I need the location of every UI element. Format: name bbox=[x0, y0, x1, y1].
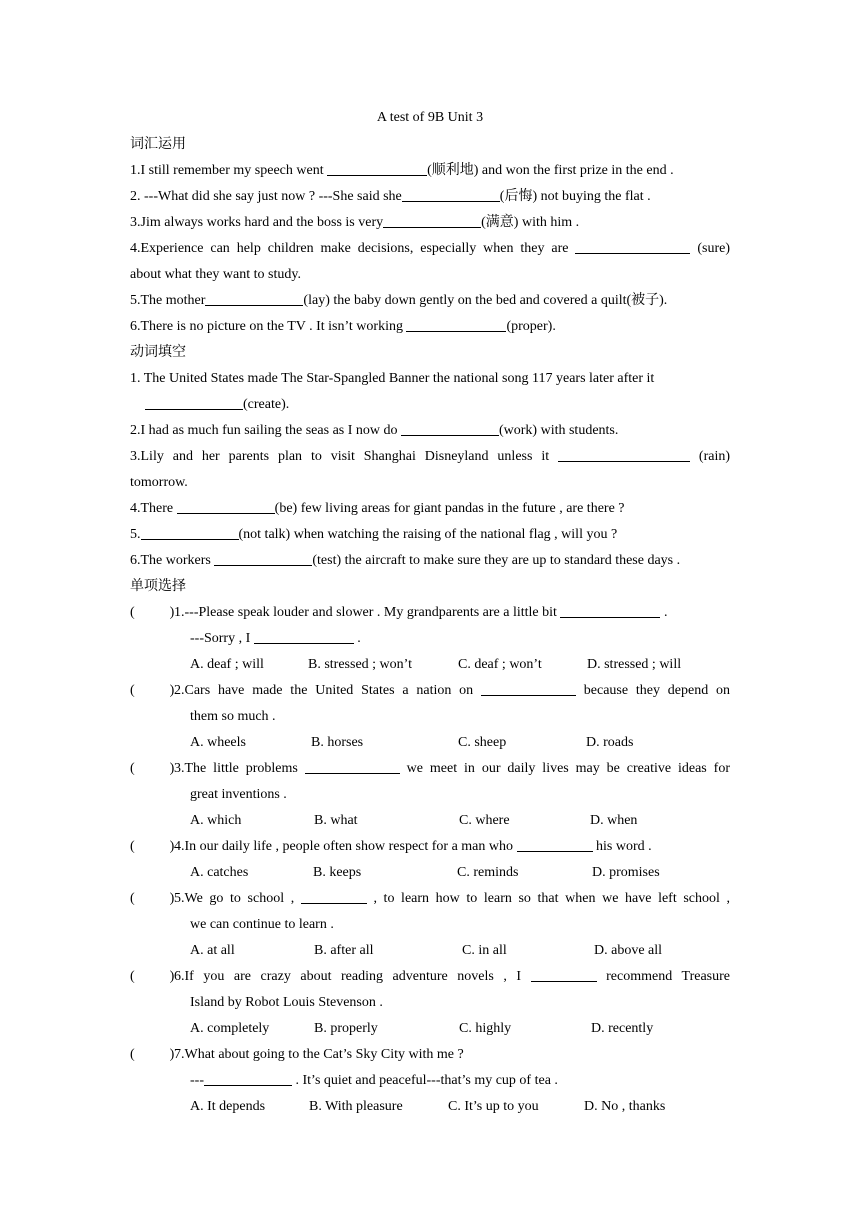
option-c[interactable]: C. in all bbox=[462, 943, 507, 958]
verb-q1-cont: (create). bbox=[130, 392, 730, 418]
choice-q1-options bbox=[130, 652, 730, 678]
choice-q4: ( ) 4.In our daily life , people often show respect for a man who his word . bbox=[130, 834, 730, 860]
choice-q1-cont: ---Sorry , I . bbox=[130, 626, 730, 652]
option-c[interactable]: C. highly bbox=[459, 1021, 512, 1036]
vocab-q4: 4.Experience can help children make decisions, especially when they are (sure) bbox=[130, 236, 730, 262]
vocab-q6: 6.There is no picture on the TV . It isn’t working (proper). bbox=[130, 314, 730, 340]
choice-q2-options bbox=[130, 730, 730, 756]
answer-blank bbox=[254, 628, 354, 644]
choice-q2: ( ) 2.Cars have made the United States a nation on because they depend on bbox=[130, 678, 730, 704]
section-heading-verb: 动词填空 bbox=[130, 345, 186, 360]
verb-q1: 1. The United States made The Star-Spangled Banner the national song 117 years later after it bbox=[130, 371, 655, 386]
option-d[interactable]: D. recently bbox=[591, 1021, 654, 1036]
option-b[interactable]: B. after all bbox=[314, 943, 374, 958]
option-d[interactable]: D. promises bbox=[592, 865, 660, 880]
answer-blank[interactable] bbox=[406, 316, 506, 332]
verb-q3-cont: tomorrow. bbox=[130, 475, 188, 490]
choice-q7-cont: --- . It’s quiet and peaceful---that’s my cup of tea . bbox=[130, 1068, 730, 1094]
option-b[interactable]: B. keeps bbox=[313, 865, 362, 880]
choice-q6-options bbox=[130, 1016, 730, 1042]
choice-q7-options bbox=[130, 1094, 730, 1120]
option-b[interactable]: B. With pleasure bbox=[309, 1099, 403, 1114]
option-a[interactable]: A. at all bbox=[190, 943, 235, 958]
answer-blank[interactable] bbox=[558, 446, 690, 462]
choice-q6-cont: Island by Robot Louis Stevenson . bbox=[190, 995, 383, 1010]
verb-q5: 5. (not talk) when watching the raising of the national flag , will you ? bbox=[130, 522, 730, 548]
worksheet-body bbox=[130, 132, 730, 1120]
vocab-q2: 2. ---What did she say just now ? ---She said she (后悔) not buying the flat . bbox=[130, 184, 730, 210]
verb-q2: 2.I had as much fun sailing the seas as I now do (work) with students. bbox=[130, 418, 730, 444]
answer-blank[interactable] bbox=[145, 394, 243, 410]
verb-q3: 3.Lily and her parents plan to visit Shanghai Disneyland unless it (rain) bbox=[130, 444, 730, 470]
page-title: A test of 9B Unit 3 bbox=[376, 110, 484, 125]
option-d[interactable]: D. above all bbox=[594, 943, 663, 958]
option-a[interactable]: A. wheels bbox=[190, 735, 246, 750]
option-b[interactable]: B. what bbox=[314, 813, 358, 828]
option-d[interactable]: D. No , thanks bbox=[584, 1099, 666, 1114]
choice-q5-cont: we can continue to learn . bbox=[190, 917, 334, 932]
option-d[interactable]: D. when bbox=[590, 813, 638, 828]
choice-q3-cont: great inventions . bbox=[190, 787, 287, 802]
vocab-q5: 5.The mother (lay) the baby down gently on the bed and covered a quilt(被子). bbox=[130, 288, 730, 314]
choice-q2-cont: them so much . bbox=[190, 709, 276, 724]
answer-blank bbox=[305, 758, 400, 774]
answer-blank[interactable] bbox=[383, 212, 481, 228]
answer-blank bbox=[481, 680, 576, 696]
vocab-q1: 1.I still remember my speech went (顺利地) and won the first prize in the end . bbox=[130, 158, 730, 184]
choice-q5-options bbox=[130, 938, 730, 964]
option-c[interactable]: C. where bbox=[459, 813, 510, 828]
option-b[interactable]: B. properly bbox=[314, 1021, 378, 1036]
answer-blank[interactable] bbox=[327, 160, 427, 176]
choice-q4-options bbox=[130, 860, 730, 886]
option-c[interactable]: C. deaf ; won’t bbox=[458, 657, 542, 672]
answer-blank[interactable] bbox=[205, 290, 303, 306]
answer-parenthesis[interactable]: ( ) bbox=[130, 683, 175, 698]
verb-q4: 4.There (be) few living areas for giant pandas in the future , are there ? bbox=[130, 496, 730, 522]
option-a[interactable]: A. completely bbox=[190, 1021, 270, 1036]
choice-q7: ( ) 7.What about going to the Cat’s Sky City with me ? bbox=[130, 1042, 730, 1068]
answer-blank bbox=[517, 836, 593, 852]
answer-blank bbox=[204, 1070, 292, 1086]
choice-q3-options bbox=[130, 808, 730, 834]
option-c[interactable]: C. sheep bbox=[458, 735, 507, 750]
option-d[interactable]: D. stressed ; will bbox=[587, 657, 682, 672]
section-heading-choice: 单项选择 bbox=[130, 579, 186, 594]
answer-parenthesis[interactable]: ( ) bbox=[130, 605, 175, 620]
option-c[interactable]: C. It’s up to you bbox=[448, 1099, 539, 1114]
answer-blank bbox=[560, 602, 660, 618]
vocab-q3: 3.Jim always works hard and the boss is very (满意) with him . bbox=[130, 210, 730, 236]
verb-q6: 6.The workers (test) the aircraft to make sure they are up to standard these days . bbox=[130, 548, 730, 574]
option-b[interactable]: B. horses bbox=[311, 735, 364, 750]
answer-parenthesis[interactable]: ( ) bbox=[130, 839, 175, 854]
answer-parenthesis[interactable]: ( ) bbox=[130, 761, 175, 776]
answer-blank[interactable] bbox=[402, 186, 500, 202]
choice-q1: ( ) 1.---Please speak louder and slower . My grandparents are a little bit . bbox=[130, 600, 730, 626]
answer-parenthesis[interactable]: ( ) bbox=[130, 969, 175, 984]
answer-blank bbox=[531, 966, 597, 982]
answer-blank bbox=[301, 888, 367, 904]
answer-blank[interactable] bbox=[214, 550, 312, 566]
option-b[interactable]: B. stressed ; won’t bbox=[308, 657, 412, 672]
option-a[interactable]: A. It depends bbox=[190, 1099, 266, 1114]
choice-q3: ( ) 3.The little problems we meet in our daily lives may be creative ideas for bbox=[130, 756, 730, 782]
answer-blank[interactable] bbox=[177, 498, 275, 514]
vocab-q4-cont: about what they want to study. bbox=[130, 267, 301, 282]
answer-parenthesis[interactable]: ( ) bbox=[130, 1047, 175, 1062]
option-c[interactable]: C. reminds bbox=[457, 865, 519, 880]
answer-parenthesis[interactable]: ( ) bbox=[130, 891, 175, 906]
choice-q6: ( ) 6.If you are crazy about reading adventure novels , I recommend Treasure bbox=[130, 964, 730, 990]
answer-blank[interactable] bbox=[575, 238, 690, 254]
choice-q5: ( ) 5.We go to school , , to learn how to learn so that when we have left school , bbox=[130, 886, 730, 912]
section-heading-vocab: 词汇运用 bbox=[130, 137, 186, 152]
answer-blank[interactable] bbox=[141, 524, 239, 540]
option-d[interactable]: D. roads bbox=[586, 735, 634, 750]
option-a[interactable]: A. deaf ; will bbox=[190, 657, 264, 672]
option-a[interactable]: A. which bbox=[190, 813, 242, 828]
answer-blank[interactable] bbox=[401, 420, 499, 436]
option-a[interactable]: A. catches bbox=[190, 865, 249, 880]
